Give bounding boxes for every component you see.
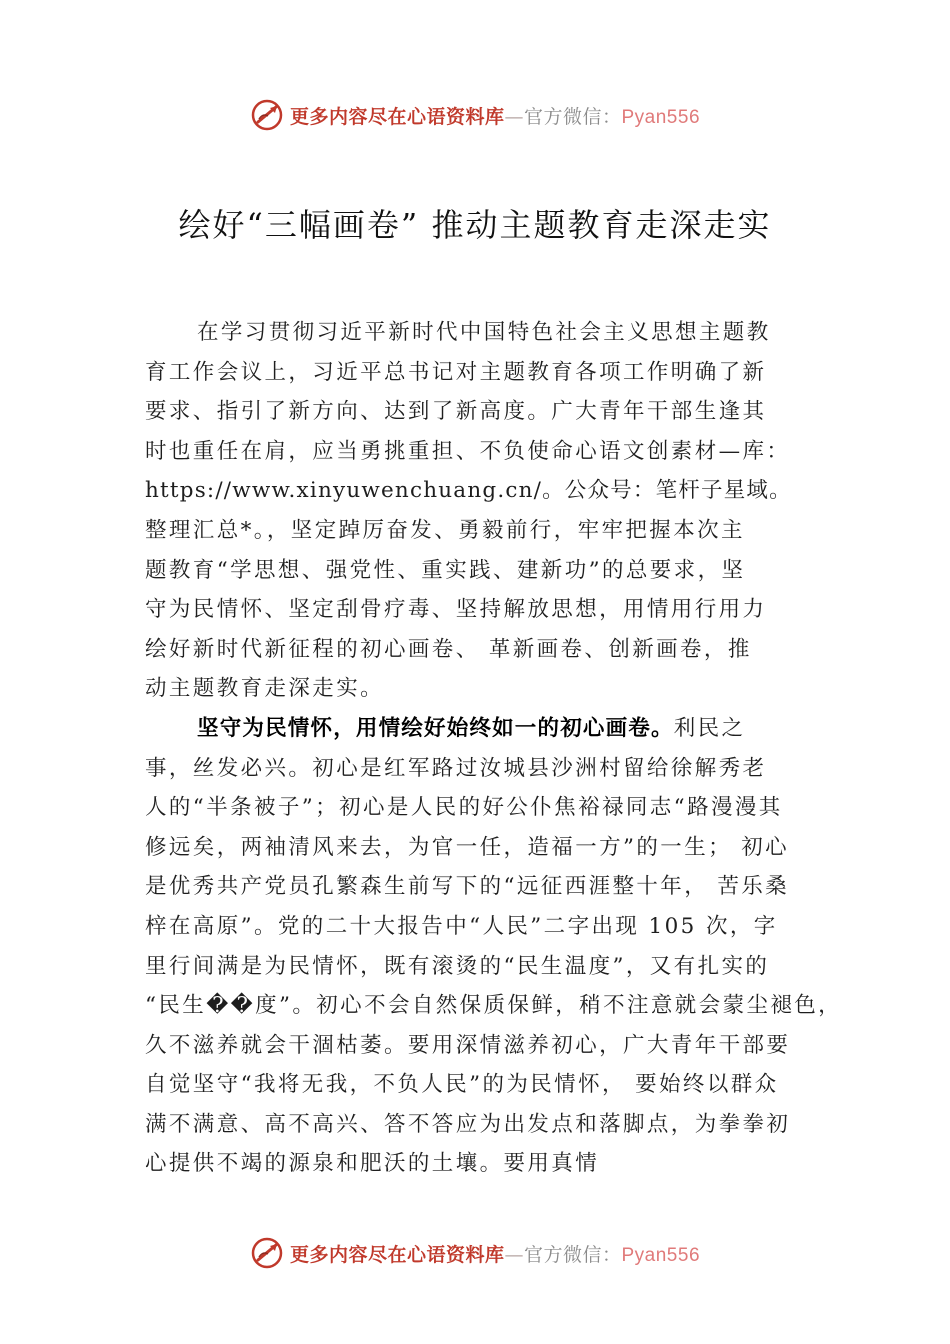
body-line: 满不满意、高不高兴、答不答应为出发点和落脚点，为拳拳初	[145, 1111, 791, 1137]
watermark-separator: —	[504, 105, 524, 128]
body-line: 要求、指引了新方向、达到了新高度。广大青年干部生逢其	[145, 399, 767, 425]
body-line: 修远矣，两袖清风来去，为官一任，造福一方”的一生； 初心	[145, 834, 790, 860]
watermark-wechat-id: Pyan556	[621, 106, 701, 128]
watermark-prefix: 更多内容尽在心语资料库	[289, 105, 505, 128]
body-line: 人的“半条被子”；初心是人民的好公仆焦裕禄同志“路漫漫其	[145, 795, 783, 821]
watermark-wechat-label: 官方微信：	[523, 105, 622, 128]
body-line: “民生��度”。初心不会自然保质保鲜，稍不注意就会蒙尘褪色，	[145, 993, 843, 1019]
footer-watermark-banner	[0, 1233, 950, 1273]
body-line-url: https://www.xinyuwenchuang.cn/。公众号：笔杆子星域。	[145, 478, 792, 504]
body-line: 绘好新时代新征程的初心画卷、 革新画卷、创新画卷，推	[145, 636, 752, 662]
watermark-separator: —	[504, 1243, 524, 1266]
section-heading: 坚守为民情怀，用情绘好始终如一的初心画卷。	[197, 715, 674, 741]
body-line: 事，丝发必兴。初心是红军路过汝城县沙洲村留给徐解秀老	[145, 755, 767, 781]
body-line: 梓在高原”。党的二十大报告中“人民”二字出现 105 次，字	[145, 913, 778, 939]
watermark-prefix: 更多内容尽在心语资料库	[289, 1243, 505, 1266]
watermark-text	[290, 102, 700, 129]
brand-logo-icon	[250, 1236, 284, 1270]
section-lead-text: 利民之	[673, 715, 746, 741]
body-line: 育工作会议上，习近平总书记对主题教育各项工作明确了新	[145, 359, 767, 385]
section-first-line	[145, 709, 835, 749]
body-line: 动主题教育走深走实。	[145, 676, 385, 702]
body-line: 在学习贯彻习近平新时代中国特色社会主义思想主题教	[197, 320, 771, 345]
body-line: 时也重任在肩，应当勇挑重担、不负使命心语文创素材—库：	[145, 438, 791, 464]
body-line: 题教育“学思想、强党性、重实践、建新功”的总要求，坚	[145, 557, 746, 583]
body-line: 是优秀共产党员孔繁森生前写下的“远征西涯整十年， 苦乐桑	[145, 874, 790, 900]
body-line: 自觉坚守“我将无我，不负人民”的为民情怀， 要始终以群众	[145, 1072, 779, 1098]
document-body	[145, 313, 843, 1184]
body-line: 心提供不竭的源泉和肥沃的土壤。要用真情	[145, 1151, 600, 1177]
brand-logo-icon	[250, 98, 284, 132]
watermark-wechat-id: Pyan556	[621, 1244, 701, 1266]
header-watermark-banner	[0, 95, 950, 135]
watermark-text	[290, 1240, 700, 1267]
body-line: 久不滋养就会干涸枯萎。要用深情滋养初心，广大青年干部要	[145, 1032, 791, 1058]
document-title: 绘好“三幅画卷” 推动主题教育走深走实	[178, 206, 772, 244]
body-line: 守为民情怀、坚定刮骨疗毒、坚持解放思想，用情用行用力	[145, 597, 767, 623]
body-line: 整理汇总*。，坚定踔厉奋发、勇毅前行，牢牢把握本次主	[145, 517, 745, 543]
body-line: 里行间满是为民情怀，既有滚烫的“民生温度”，又有扎实的	[145, 953, 770, 979]
watermark-wechat-label: 官方微信：	[523, 1243, 622, 1266]
